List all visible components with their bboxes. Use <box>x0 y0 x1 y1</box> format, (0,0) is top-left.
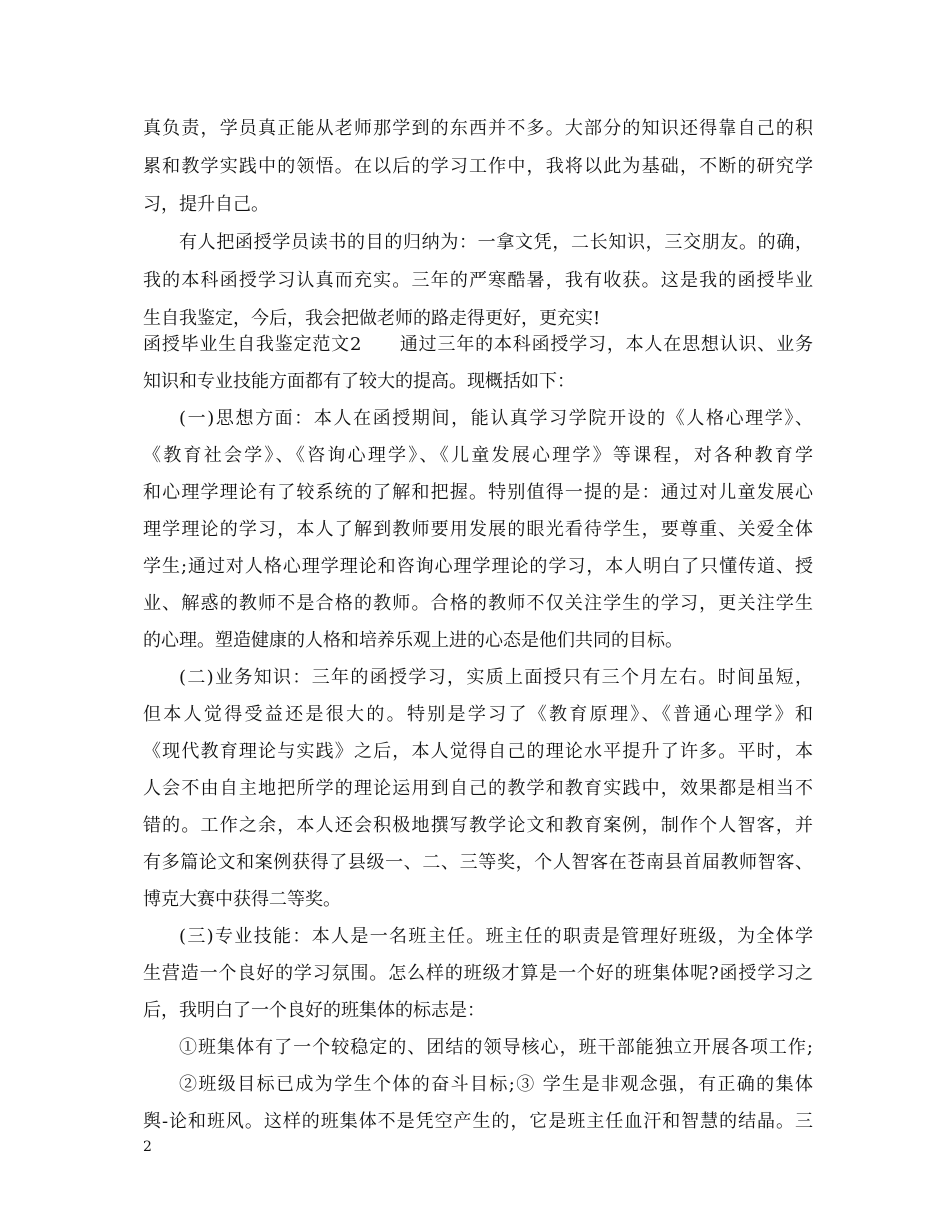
text-line: (二)业务知识：三年的函授学习，实质上面授只有三个月左右。时间虽短， <box>179 667 813 688</box>
text-line: 舆-论和班风。这样的班集体不是凭空产生的，它是班主任血汗和智慧的结晶。三 <box>143 1111 813 1132</box>
text-line: (一)思想方面：本人在函授期间，能认真学习学院开设的《人格心理学》、 <box>179 408 813 429</box>
text-line: 错的。工作之余，本人还会积极地撰写教学论文和教育案例，制作个人智客，并 <box>143 815 813 836</box>
text-line: 有人把函授学员读书的目的归纳为：一拿文凭，二长知识，三交朋友。的确， <box>179 232 813 253</box>
text-line: 真负责，学员真正能从老师那学到的东西并不多。大部分的知识还得靠自己的积 <box>143 118 813 139</box>
text-line: 博克大赛中获得二等奖。 <box>143 889 341 910</box>
text-line: 业、解惑的教师不是合格的教师。合格的教师不仅关注学生的学习，更关注学生 <box>143 593 813 614</box>
section-heading-line: 函授毕业生自我鉴定范文2 通过三年的本科函授学习，本人在思想认识、业务 <box>143 334 813 355</box>
list-item-line: ②班级目标已成为学生个体的奋斗目标;③ 学生是非观念强，有正确的集体 <box>179 1074 813 1095</box>
text-line: 人会不由自主地把所学的理论运用到自己的教学和教育实践中，效果都是相当不 <box>143 778 813 799</box>
text-line: 学生;通过对人格心理学理论和咨询心理学理论的学习，本人明白了只懂传道、授 <box>143 556 813 577</box>
text-line: 累和教学实践中的领悟。在以后的学习工作中，我将以此为基础，不断的研究学 <box>143 156 813 177</box>
text-line: 《教育社会学》、《咨询心理学》、《儿童发展心理学》等课程，对各种教育学 <box>143 445 813 466</box>
text-line: 生自我鉴定，今后，我会把做老师的路走得更好，更充实! <box>143 308 601 329</box>
text-line: 后，我明白了一个良好的班集体的标志是： <box>143 1000 485 1021</box>
text-line: 理学理论的学习，本人了解到教师要用发展的眼光看待学生，要尊重、关爱全体 <box>143 519 813 540</box>
page-number: 2 <box>143 1139 152 1155</box>
text-line: 有多篇论文和案例获得了县级一、二、三等奖，个人智客在苍南县首届教师智客、 <box>143 852 813 873</box>
text-line: 但本人觉得受益还是很大的。特别是学习了《教育原理》、《普通心理学》和 <box>143 704 813 725</box>
text-line: 生营造一个良好的学习氛围。怎么样的班级才算是一个好的班集体呢?函授学习之 <box>143 963 813 984</box>
text-line: 的心理。塑造健康的人格和培养乐观上进的心态是他们共同的目标。 <box>143 630 683 651</box>
list-item-line: ①班集体有了一个较稳定的、团结的领导核心，班干部能独立开展各项工作; <box>179 1037 813 1058</box>
text-line: 习，提升自己。 <box>143 194 269 215</box>
text-line: 和心理学理论有了较系统的了解和把握。特别值得一提的是：通过对儿童发展心 <box>143 482 813 503</box>
text-line: 知识和专业技能方面都有了较大的提高。现概括如下： <box>143 371 575 392</box>
text-line: 我的本科函授学习认真而充实。三年的严寒酷暑，我有收获。这是我的函授毕业 <box>143 270 813 291</box>
text-line: 《现代教育理论与实践》之后，本人觉得自己的理论水平提升了许多。平时，本 <box>143 741 813 762</box>
text-line: (三)专业技能：本人是一名班主任。班主任的职责是管理好班级，为全体学 <box>179 926 813 947</box>
